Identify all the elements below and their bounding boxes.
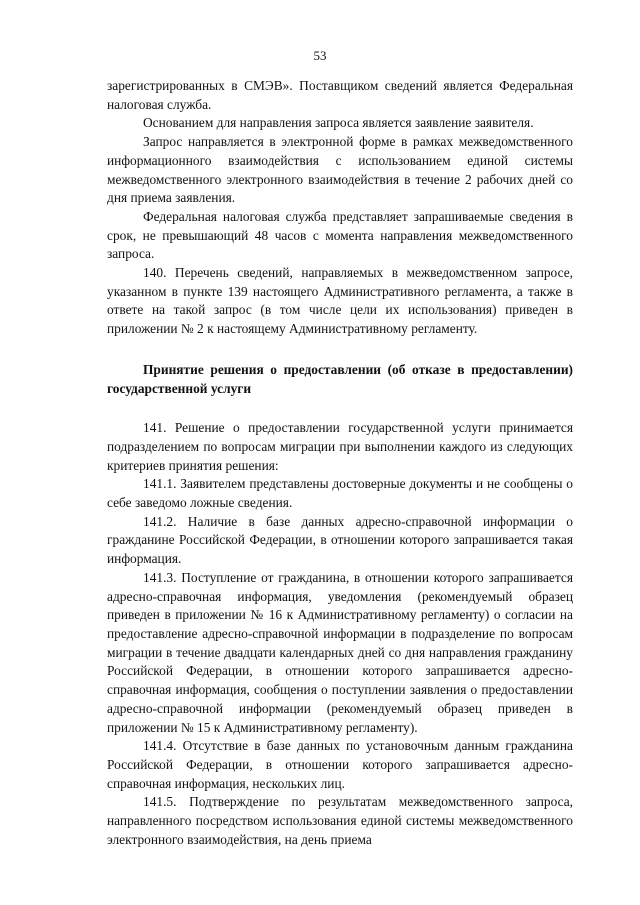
paragraph-141: 141. Решение о предоставлении государственной услуги принимается подразделением по вопросам миграции при выполнении каждого из следующих критериев принятия решения: <box>107 420 573 473</box>
paragraph-141-4: 141.4. Отсутствие в базе данных по установочным данным гражданина Российской Федерации, в отношении которого запрашивается адресно-справочная информация, нескольких лиц. <box>107 738 573 791</box>
section-heading: Принятие решения о предоставлении (об отказе в предоставлении) государственной услуги <box>107 361 573 396</box>
page-number: 53 <box>313 48 327 63</box>
paragraph: Основанием для направления запроса является заявление заявителя. <box>143 115 534 131</box>
paragraph-140: 140. Перечень сведений, направляемых в межведомственном запросе, указанном в пункте 139 настоящего Административного регламента, а также в ответе на такой запрос (в том числе цели их использования) приведен в приложении № 2 к настоящему Административному регламенту. <box>107 265 573 337</box>
paragraph: Запрос направляется в электронной форме в рамках межведомственного информационного взаимодействия с использованием единой системы межведомственного электронного взаимодействия в течение 2 рабочих дней со дня приема заявления. <box>107 134 573 206</box>
paragraph: зарегистрированных в СМЭВ». Поставщиком сведений является Федеральная налоговая служба. <box>107 78 573 112</box>
paragraph-141-2: 141.2. Наличие в базе данных адресно-справочной информации о гражданине Российской Федерации, в отношении которого запрашивается такая информация. <box>107 513 573 567</box>
paragraph: Федеральная налоговая служба представляет запрашиваемые сведения в срок, не превышающий 48 часов с момента направления межведомственного запроса. <box>107 208 573 262</box>
paragraph-141-3: 141.3. Поступление от гражданина, в отношении которого запрашивается адресно-справочная информация, уведомления (рекомендуемый образец приведен в приложении № 16 к Административному регламенту) о согласии на предоставление адресно-справочной информации в подразделение по вопросам миграции в течение двадцати календарных дней со дня направления гражданину Российской Федерации, в отношении которого запрашивается адресно-справочная информация, сообщения о поступлении заявления о предоставлении адресно-справочной информации (рекомендуемый образец приведен в приложении № 15 к Административному регламенту). <box>107 569 573 735</box>
paragraph-141-1: 141.1. Заявителем представлены достоверные документы и не сообщены о себе заведомо ложные сведения. <box>107 476 573 511</box>
document-body <box>107 77 573 849</box>
paragraph-141-5: 141.5. Подтверждение по результатам межведомственного запроса, направленного посредством использования единой системы межведомственного электронного взаимодействия, на день приема <box>107 794 573 847</box>
